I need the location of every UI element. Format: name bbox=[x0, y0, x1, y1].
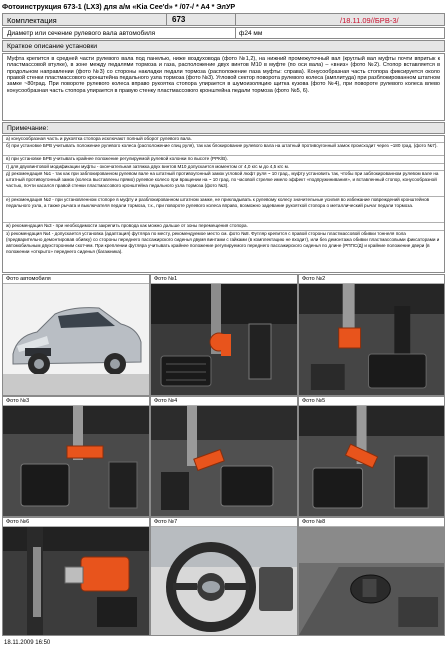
note-item: з) рекомендация №4 - допускается установка (адаптация) футляра по месту, рекомендуемое место см. фото №8. Футляр крепится с правой стороны пластмассовой обивки тоннеля пола (предварительно демонтировав обивку) со стороны переднего пассажирского сиденья двумя винтами с гайками (в комплектацию не входит), или без демонтажа обивки пластмассовыми фиксаторами и автомобильным двухсторонним скотчем. При креплении футляра учитывать крайнее положение регулируемого переднего пассажирского сиденья по длине (РППС/Д) и крайние положение двери (в положении «открыто» переднего сиденья (багажника). bbox=[6, 231, 440, 254]
photo-caption: Фото №5 bbox=[299, 397, 444, 406]
photo-caption: Фото №2 bbox=[299, 275, 444, 284]
note-item: е) рекомендация №2 - при установленном стопоре в муфту и разблокированном штатном замке, не прикладывать к рулевому колесу значительные усилия во избежание повреждений кронштейнов педального узла, а также рычага и выключателя педали тормоза, т.к., при повороте рулевого колеса вправо, возможно задевание рукояткой стопора о металлический рычаг педали тормоза. bbox=[3, 197, 444, 223]
steering-wheel-photo bbox=[151, 527, 297, 635]
print-timestamp: 18.11.2009 16:50 bbox=[4, 640, 51, 646]
car-photo bbox=[3, 284, 149, 395]
pedal-area-photo bbox=[151, 284, 297, 395]
revision-stamp: /18.11.09//БРВ-3/ bbox=[340, 16, 399, 25]
pedal-area-photo bbox=[151, 406, 297, 516]
photo-caption: Фото №1 bbox=[151, 275, 297, 284]
notes-heading-row bbox=[2, 122, 445, 134]
floor-holder-photo bbox=[299, 527, 444, 635]
shaft-diameter-row bbox=[2, 27, 445, 39]
kit-label: Комплектация bbox=[7, 16, 57, 25]
photo-caption: Фото автомобиля bbox=[3, 275, 149, 284]
photo-grid bbox=[2, 274, 445, 636]
photo-8 bbox=[298, 517, 445, 636]
note-item: д) рекомендация №1 - так как при заблокированном рулевом вале на штатный противоугонный замок угловой люфт руля ~ 10 град., муфту установить так, чтобы при заблокированном рулевом вале на штатный противоугонный замок (колеса выставлены прямо) рулевое колесо при вращении на ~ 10 град. по часовой стрелке имело эффект «подпружинивания», и вставленный стопор, конусообразной частью, почти касался правой стенки пластмассового кронштейна педального узла тормоза (фото №3). bbox=[3, 171, 444, 197]
photo-caption: Фото №6 bbox=[3, 518, 149, 527]
photo-2 bbox=[298, 274, 445, 396]
photo-1 bbox=[150, 274, 298, 396]
note-item: б) при установке БРВ учитывать положение рулевого колеса (расположение спиц руля), так как блокирование рулевого вала на штатный противоугонный замок происходит через ~180 град. (фото №7). bbox=[3, 143, 444, 156]
lock-closeup-photo bbox=[3, 527, 149, 635]
description-heading: Краткое описание установки bbox=[7, 42, 98, 50]
document-title: Фотоинструкция 673-1 (LX3) для а/м «Kia Cee'd» * /07-/ * A4 * ЭлУР bbox=[2, 2, 236, 11]
photo-car bbox=[2, 274, 150, 396]
photo-3 bbox=[2, 396, 150, 517]
note-item: г) для двухвинтовой модификации муфты - окончательная затяжка двух винтов М10 допускается моментом от 4,0 кгс м до 4,5 кгс м. bbox=[3, 164, 444, 171]
pedal-area-photo bbox=[299, 406, 444, 516]
photo-caption: Фото №4 bbox=[151, 397, 297, 406]
diameter-value: ф24 мм bbox=[239, 30, 263, 37]
kit-code: 673 bbox=[172, 15, 186, 24]
diameter-label: Диаметр или сечение рулевого вала автомобиля bbox=[7, 30, 156, 37]
notes-heading: Примечание: bbox=[7, 124, 49, 132]
photo-caption: Фото №3 bbox=[3, 397, 149, 406]
note-item: а) конусообразная часть и рукоятка стопора исключают полный оборот рулевого вала. bbox=[3, 136, 444, 143]
photo-6 bbox=[2, 517, 150, 636]
photo-7 bbox=[150, 517, 298, 636]
photo-caption: Фото №8 bbox=[299, 518, 444, 527]
photo-4 bbox=[150, 396, 298, 517]
note-item: в) при установке БРВ учитывать крайнее положение регулируемой рулевой колонки по высоте (РРК/В). bbox=[3, 156, 444, 164]
pedal-area-photo bbox=[3, 406, 149, 516]
photo-5 bbox=[298, 396, 445, 517]
note-item: ж) рекомендация №3 - при необходимости закрепить провода как можно дальше от зоны перемещения стопора. bbox=[3, 223, 444, 231]
notes-list bbox=[2, 135, 445, 273]
kit-header-row bbox=[2, 13, 445, 26]
photo-caption: Фото №7 bbox=[151, 518, 297, 527]
description-heading-row bbox=[2, 40, 445, 52]
description-text: Муфта крепится в средней части рулевого вала под панелью, ниже воздуховода (фото №1,2), на нижний промежуточный вал (круглый вал муфты почти впритык к пластмассовой втулке), в зоне между педалями тормоза и газа, расположение двух винтов М10 в муфте (по оси вала) – «вниз» (фото №2). Стопор вставляется в продольном направлении (фото №3) со стороны накладки педали тормоза (расположение паза муфты: справа). Конусообразная часть стопора фиксируется около правой стенки пластмассового кронштейна педального узла тормоза (фото №3). Угловой сектор поворота рулевого колеса (амплитуда) при разблокированном штатном замке ~80град. При повороте рулевого колеса вправо рукоятка стопора упирается в шумоизоляцию щитка кузова (фото №4), при повороте рулевого колеса влево конусообразная часть стопора упирается в правую стенку пластмассового кронштейна педали тормоза (фото №5, 6). bbox=[2, 53, 445, 121]
pedal-area-photo bbox=[299, 284, 444, 395]
